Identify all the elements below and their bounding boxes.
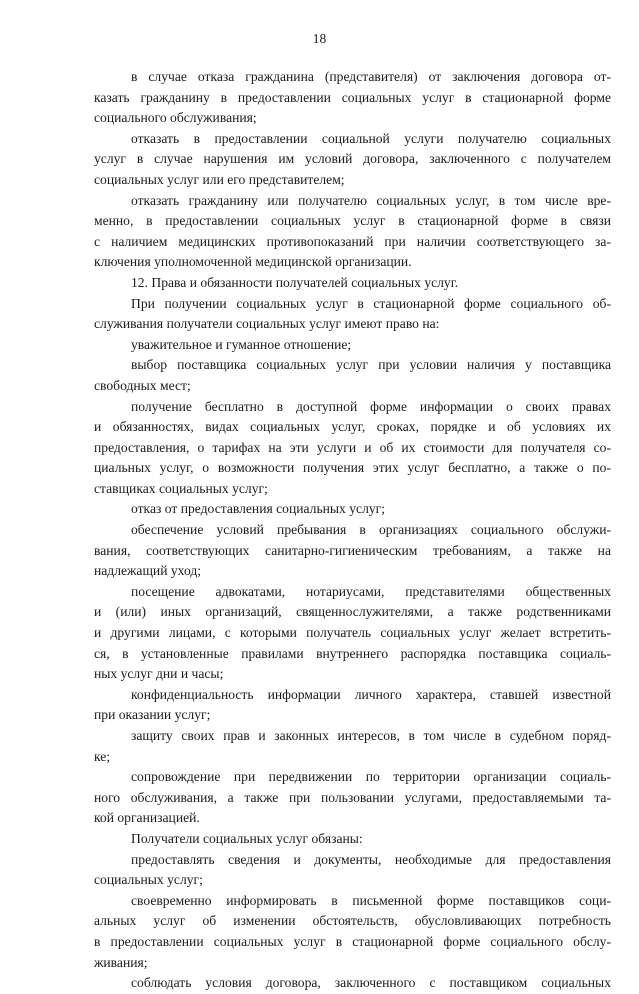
- text-line: ключения уполномоченной медицинской организации.: [94, 254, 412, 270]
- text-line: социальных услуг или его представителем;: [94, 171, 345, 187]
- page-number: 18: [312, 31, 327, 46]
- text-line: служивания получатели социальных услуг имеют право на:: [94, 316, 440, 332]
- text-line: выбор поставщика социальных услуг при условии наличия у поставщика: [131, 357, 611, 373]
- text-line: вания, соответствующих санитарно-гигиеническим требованиям, а также на: [94, 542, 611, 558]
- text-line: в случае отказа гражданина (представителя) от заключения договора от-: [131, 69, 611, 84]
- text-line: социальных услуг;: [94, 872, 203, 888]
- text-line: с наличием медицинских противопоказаний при наличии соответствующего за-: [94, 233, 611, 249]
- text-line: ных услуг дни и часы;: [94, 666, 224, 682]
- text-line: предоставления, о тарифах на эти услуги и об их стоимости для получателя со-: [94, 439, 611, 455]
- text-line: и другими лицами, с которыми получатель социальных услуг желает встретить-: [94, 625, 611, 641]
- text-line: своевременно информировать в письменной форме поставщиков соци-: [131, 892, 611, 908]
- text-line: живания;: [94, 954, 148, 970]
- text-line: кой организацией.: [94, 810, 200, 826]
- text-line: казать гражданину в предоставлении социальных услуг в стационарной форме: [94, 89, 611, 105]
- text-line: ке;: [94, 748, 111, 764]
- text-line: услуг в случае нарушения им условий договора, заключенного с получателем: [94, 151, 611, 167]
- text-line: Получатели социальных услуг обязаны:: [131, 830, 363, 846]
- text-line: При получении социальных услуг в стационарной форме социального об-: [131, 295, 611, 311]
- text-line: ся, в установленные правилами внутреннего распорядка поставщика социаль-: [94, 645, 611, 661]
- text-line: соблюдать условия договора, заключенного с поставщиком социальных: [131, 975, 611, 991]
- text-line: социального обслуживания;: [94, 110, 257, 126]
- text-line: отказать в предоставлении социальной услуги получателю социальных: [131, 130, 611, 146]
- text-line: защиту своих прав и законных интересов, в том числе в судебном поряд-: [131, 728, 611, 743]
- text-line: 12. Права и обязанности получателей социальных услуг.: [131, 274, 459, 290]
- document-body: [94, 67, 611, 994]
- text-line: сопровождение при передвижении по территории организации социаль-: [131, 769, 611, 785]
- text-line: обеспечение условий пребывания в организациях социального обслужи-: [131, 522, 611, 538]
- text-line: свободных мест;: [94, 377, 191, 393]
- text-line: посещение адвокатами, нотариусами, представителями общественных: [131, 583, 611, 599]
- text-line: надлежащий уход;: [94, 563, 202, 579]
- text-line: и (или) иных организаций, священнослужителями, а также родственниками: [94, 604, 611, 620]
- text-line: ного обслуживания, а также при пользовании услугами, предоставляемыми та-: [94, 789, 611, 805]
- text-line: получение бесплатно в доступной форме информации о своих правах: [131, 398, 611, 414]
- text-line: отказ от предоставления социальных услуг;: [131, 501, 386, 517]
- text-line: альных услуг об изменении обстоятельств, обусловливающих потребность: [94, 913, 611, 929]
- text-line: ставщиках социальных услуг;: [94, 480, 268, 496]
- text-line: отказать гражданину или получателю социальных услуг, в том числе вре-: [131, 192, 611, 208]
- text-line: предоставлять сведения и документы, необходимые для предоставления: [131, 851, 611, 867]
- text-line: конфиденциальность информации личного характера, ставшей известной: [131, 686, 611, 702]
- text-line: при оказании услуг;: [94, 707, 211, 723]
- text-line: менно, в предоставлении социальных услуг в стационарной форме в связи: [94, 213, 611, 229]
- text-line: циальных услуг, о возможности получения этих услуг бесплатно, а также о по-: [94, 460, 611, 476]
- text-line: и обязанностях, видах социальных услуг, сроках, порядке и об условиях их: [94, 419, 611, 435]
- text-line: уважительное и гуманное отношение;: [131, 336, 352, 352]
- text-line: в предоставлении социальных услуг в стационарной форме социального обслу-: [94, 933, 611, 949]
